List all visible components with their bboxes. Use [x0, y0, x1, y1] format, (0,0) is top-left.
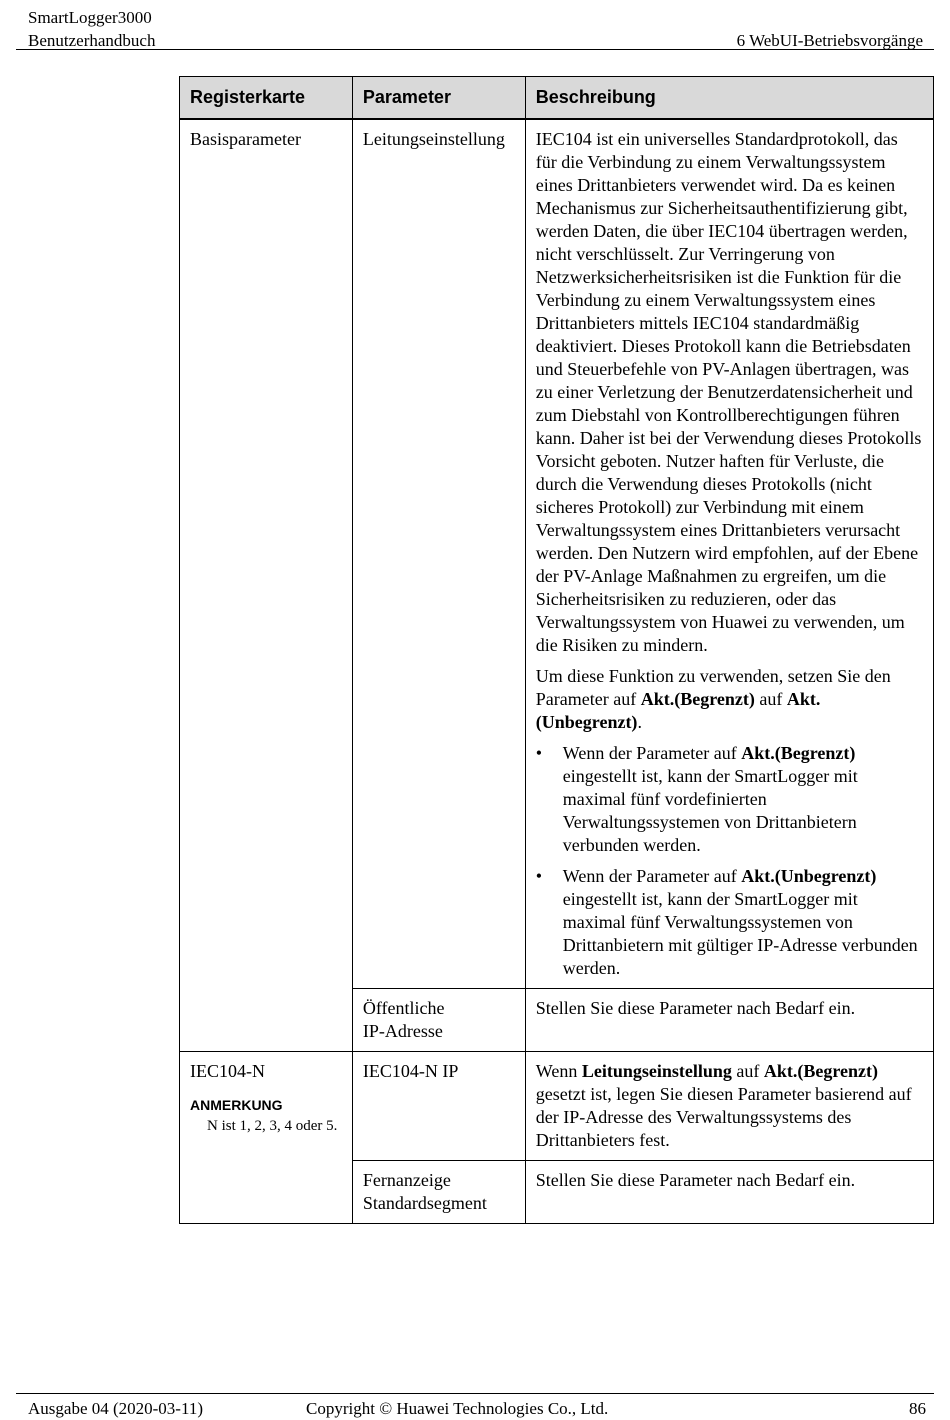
- column-header-description: Beschreibung: [525, 77, 933, 120]
- tab-name: Basisparameter: [190, 129, 301, 149]
- text-run: eingestellt ist, kann der SmartLogger mit maximal fünf vordefinierten Verwaltungssystemen von Drittanbietern verbunden werden.: [562, 766, 858, 855]
- description-cell: [525, 1052, 933, 1161]
- bold-parameter-text: Leitungseinstellung: [581, 1061, 732, 1081]
- text-run: eingestellt ist, kann der SmartLogger mit maximal fünf Verwaltungssystemen von Drittanbietern mit gültiger IP-Adresse verbunden werden.: [562, 889, 918, 978]
- note-text: N ist 1, 2, 3, 4 oder 5.: [207, 1118, 338, 1134]
- parameter-cell: [352, 1161, 525, 1224]
- column-header-tab: Registerkarte: [180, 77, 353, 120]
- parameter-cell: [352, 1052, 525, 1161]
- text-run: .: [637, 712, 642, 732]
- parameter-name: IEC104-N IP: [362, 1061, 459, 1081]
- note-title: ANMERKUNG: [190, 1097, 283, 1113]
- text-run: Wenn der Parameter auf: [562, 866, 742, 886]
- page-header-left: [28, 6, 155, 52]
- list-item: [536, 865, 923, 980]
- bullet-list: [536, 742, 923, 980]
- text-run: auf: [754, 689, 787, 709]
- parameter-cell: [352, 989, 525, 1052]
- bold-option-text: Akt.(Begrenzt): [640, 689, 755, 709]
- parameter-table: [179, 76, 934, 1224]
- text-run: Wenn der Parameter auf: [562, 743, 742, 763]
- product-name: SmartLogger3000: [28, 8, 152, 27]
- table-row: [180, 1052, 934, 1161]
- bold-option-text: Akt.(Unbegrenzt): [741, 866, 877, 886]
- tab-cell-basisparameter: [180, 119, 353, 1052]
- text-run: Wenn: [535, 1061, 582, 1081]
- copyright-notice: Copyright © Huawei Technologies Co., Ltd.: [306, 1399, 609, 1418]
- parameter-cell: [352, 119, 525, 989]
- description-paragraph: [536, 665, 923, 734]
- description-paragraph: IEC104 ist ein universelles Standardprotokoll, das für die Verbindung zu einem Verwaltungssystem eines Drittanbieters verwendet wird. Da es keinen Mechanismus zur Sicherheitsauthentifizierung gibt, werden Daten, die über IEC104 übertragen werden, nicht verschlüsselt. Zur Verringerung von Netzwerksicherheitsrisiken ist die Funktion für die Verbindung zu einem Verwaltungssystem eines Drittanbieters mittels IEC104 standardmäßig deaktiviert. Dieses Protokoll kann die Betriebsdaten und Steuerbefehle von PV-Anlagen übertragen, was zu einer Verletzung der Benutzerdatensicherheit und zum Diebstahl von Kontrollberechtigungen führen kann. Daher ist bei der Verwendung dieses Protokolls Vorsicht geboten. Nutzer haften für Verluste, die durch die Verwendung dieses Protokolls (nicht sicheres Protokoll) zur Verbindung mit einem Verwaltungssystem eines Drittanbieters verursacht werden. Den Nutzern wird empfohlen, auf der Ebene der PV-Anlage Maßnahmen zu ergreifen, um die Sicherheitsrisiken zu reduzieren, oder das Verwaltungssystem von Huawei zu verwenden, um die Risiken zu mindern.: [535, 129, 922, 655]
- column-header-parameter: Parameter: [352, 77, 525, 120]
- header-divider: [16, 49, 934, 50]
- description-cell: [525, 1161, 933, 1224]
- bold-option-text: Akt.(Begrenzt): [763, 1061, 878, 1081]
- bullet-icon: •: [535, 866, 543, 886]
- text-run: Um diese Funktion zu verwenden, setzen Sie den Parameter auf: [535, 666, 891, 709]
- document-type: Benutzerhandbuch: [28, 31, 156, 50]
- bullet-icon: •: [535, 743, 543, 763]
- bold-option-text: Akt.(Unbegrenzt): [535, 689, 821, 732]
- text-run: auf: [731, 1061, 764, 1081]
- chapter-title: 6 WebUI-Betriebsvorgänge: [736, 31, 923, 50]
- text-run: gesetzt ist, legen Sie diesen Parameter basierend auf der IP-Adresse des Verwaltungssystems des Drittanbieters fest.: [535, 1084, 912, 1150]
- table-row: [180, 119, 934, 989]
- list-item: [536, 742, 923, 857]
- parameter-name-line: Fernanzeige: [362, 1170, 451, 1190]
- parameter-name-line: Öffentliche: [362, 998, 445, 1018]
- description-text: Stellen Sie diese Parameter nach Bedarf ein.: [535, 1170, 856, 1190]
- parameter-name-line: Standardsegment: [362, 1193, 487, 1213]
- footer-divider: [16, 1393, 934, 1394]
- description-cell: [525, 989, 933, 1052]
- description-cell: [525, 119, 933, 989]
- description-text: Stellen Sie diese Parameter nach Bedarf ein.: [535, 998, 856, 1018]
- table-header-row: [180, 77, 934, 120]
- parameter-name: Leitungseinstellung: [362, 129, 505, 149]
- tab-name: IEC104-N: [190, 1061, 265, 1081]
- edition-info: Ausgabe 04 (2020-03-11): [28, 1399, 203, 1418]
- tab-cell-iec104-n: [180, 1052, 353, 1224]
- page-number: 86: [909, 1399, 926, 1418]
- bold-option-text: Akt.(Begrenzt): [741, 743, 856, 763]
- parameter-name-line: IP-Adresse: [362, 1021, 443, 1041]
